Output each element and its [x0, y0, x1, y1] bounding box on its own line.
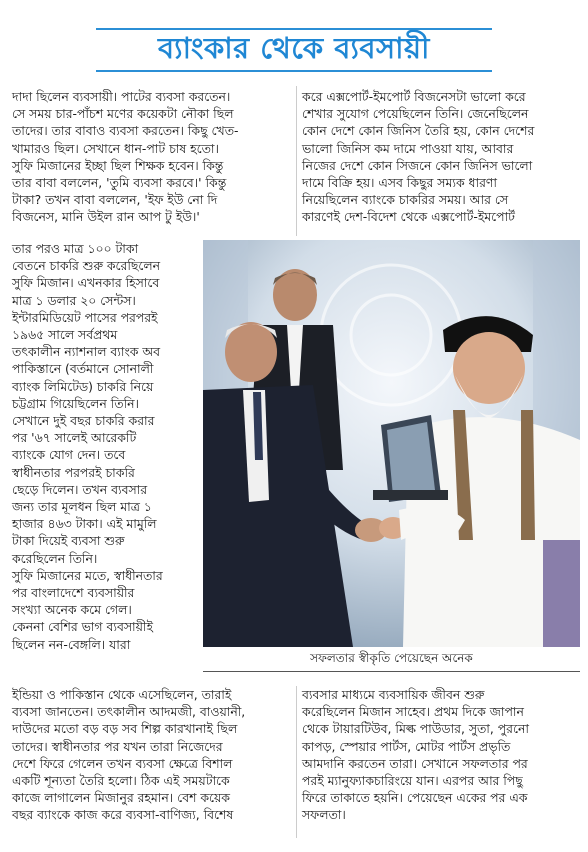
article-line: সংখ্যা অনেক কমে গেল। — [12, 602, 132, 618]
article-line: শেখার সুযোগ পেয়েছিলেন তিনি। জেনেছিলেন — [302, 106, 529, 122]
article-line: মাত্র ১ ডলার ২০ সেন্টস। — [12, 292, 136, 308]
article-line: ছেড়ে দিলেন। তখন ব্যবসার — [12, 481, 148, 497]
article-line: দাউদের মতো বড় বড় সব শিল্প কারখানাই ছিল — [12, 721, 238, 737]
article-line: তাদের। স্বাধীনতার পর যখন তারা নিজেদের — [12, 738, 223, 754]
article-line: করেছিলেন তিনি। — [12, 550, 98, 566]
article-line: একটি শূন্যতা তৈরি হলো। ঠিক এই সময়টাকে — [12, 773, 230, 789]
article-line: কেননা বেশির ভাগ ব্যবসায়ীই — [12, 619, 153, 635]
article-line: টাকা? তখন বাবা বললেন, 'ইফ ইউ নো দি — [12, 192, 218, 208]
article-line: কোন দেশে কোন জিনিস তৈরি হয়, কোন দেশের — [302, 123, 535, 139]
article-line: নিজের দেশে কোন সিজনে কোন জিনিস ভালো — [302, 157, 533, 173]
article-line: আমদানি করতেন তারা। সেখানে সফলতার পর — [302, 755, 528, 771]
article-line: সুফি মিজানের মতে, স্বাধীনতার — [12, 567, 163, 583]
column-divider-top — [296, 86, 297, 236]
article-line: ছিলেন নন-বেঙ্গলি। যারা — [12, 636, 131, 652]
article-line: পাকিস্তানে (বর্তমানে সোনালী — [12, 361, 154, 377]
article-line: পর '৬৭ সালেই আরেকটি — [12, 430, 137, 446]
article-line: সেখানে দুই বছর চাকরি করার — [12, 413, 155, 429]
article-line: সুফি মিজান। এখনকার হিসাবে — [12, 275, 160, 291]
article-line: হাজার ৪৬৩ টাকা। এই মামুলি — [12, 516, 157, 532]
article-column-middle-left — [12, 240, 207, 653]
article-line: সফলতা। — [302, 807, 346, 823]
article-line: ব্যাংক লিমিটেড) চাকরি নিয়ে — [12, 378, 154, 394]
article-line: টাকা দিয়েই ব্যবসা শুরু — [12, 533, 125, 549]
article-line: কাপড়, স্পেয়ার পার্টস, মোটর পার্টস প্রভৃতি — [302, 738, 511, 754]
article-line: দামে বিক্রি হয়। এসব কিছুর সম্যক ধারণা — [302, 175, 497, 191]
headline-bar — [96, 28, 492, 72]
article-line: ১৯৬৫ সালে সর্বপ্রথম — [12, 327, 118, 343]
article-column-bottom-left — [12, 686, 298, 824]
article-line: থেকে টায়ারটিউব, মিল্ক পাউডার, সুতা, পুরনো — [302, 721, 529, 737]
article-column-bottom-right — [302, 686, 580, 824]
article-line: স্বাধীনতার পরপরই চাকরি — [12, 464, 135, 480]
article-line: তৎকালীন ন্যাশনাল ব্যাংক অব — [12, 344, 161, 360]
article-line: পর বাংলাদেশে ব্যবসায়ীর — [12, 585, 135, 601]
article-line: সুফি মিজানের ইচ্ছা ছিল শিক্ষক হবেন। কিন্তু — [12, 157, 224, 173]
article-line: জন্য তার মূলধন ছিল মাত্র ১ — [12, 499, 152, 515]
article-line: পরই ম্যানুফ্যাকচারিংয়ে যান। এরপর আর পিছু — [302, 773, 523, 789]
article-line: দাদা ছিলেন ব্যবসায়ী। পাটের ব্যবসা করতেন। — [12, 89, 231, 104]
article-line: বেতনে চাকরি শুরু করেছিলেন — [12, 258, 161, 274]
article-line: ব্যবসার মাধ্যমে ব্যবসায়িক জীবন শুরু — [302, 687, 485, 702]
headline: ব্যাংকার থেকে ব্যবসায়ী — [158, 30, 430, 65]
article-line: বিজনেস, মানি উইল রান আপ টু ইউ।' — [12, 209, 200, 225]
article-line: দেশে ফিরে গেলেন তখন ব্যবসা ক্ষেত্রে বিশাল — [12, 755, 233, 771]
article-column-top-right — [302, 88, 578, 226]
article-line: ভালো জিনিস কম দামে পাওয়া যায়, আবার — [302, 140, 514, 156]
article-line: তাদের। তার বাবাও ব্যবসা করতেন। কিছু খেত- — [12, 123, 239, 139]
article-line: বছর ব্যাংকে কাজ করে ব্যবসা-বাণিজ্য, বিশেষ — [12, 807, 234, 823]
article-line: চট্টগ্রাম গিয়েছিলেন তিনি। — [12, 395, 139, 411]
article-line: ফিরে তাকাতে হয়নি। পেয়েছেন একের পর এক — [302, 790, 528, 806]
article-line: ব্যাংকে যোগ দেন। তবে — [12, 447, 126, 463]
award-ceremony-photo — [203, 240, 580, 647]
article-line: করে এক্সপোর্ট-ইমপোর্ট বিজনেসটা ভালো করে — [302, 89, 526, 104]
article-column-top-left — [12, 88, 290, 226]
article-line: তার বাবা বললেন, 'তুমি ব্যবসা করবে।' কিন্তু — [12, 175, 227, 191]
article-line: ইন্ডিয়া ও পাকিস্তান থেকে এসেছিলেন, তারাই — [12, 687, 232, 702]
article-line: করেছিলেন মিজান সাহেব। প্রথম দিকে জাপান — [302, 704, 524, 720]
photo-caption: সফলতার স্বীকৃতি পেয়েছেন অনেক — [203, 650, 580, 672]
article-line: খামারও ছিল। সেখানে ধান-পাট চাষ হতো। — [12, 140, 219, 156]
article-line: ইন্টারমিডিয়েট পাসের পরপরই — [12, 309, 158, 325]
article-line: সে সময় চার-পাঁচশ মণের কয়েকটা নৌকা ছিল — [12, 106, 234, 122]
article-line: কারণেই দেশ-বিদেশ থেকে এক্সপোর্ট-ইমপোর্ট — [302, 209, 515, 225]
article-line: কাজে লাগালেন মিজানুর রহমান। বেশ কয়েক — [12, 790, 230, 806]
article-line: ব্যবসা জানতেন। তৎকালীন আদমজী, বাওয়ানী, — [12, 704, 246, 720]
article-line: নিয়েছিলেন ব্যাংকে চাকরির সময়। আর সে — [302, 192, 509, 208]
article-line: তার পরও মাত্র ১০০ টাকা — [12, 241, 139, 256]
